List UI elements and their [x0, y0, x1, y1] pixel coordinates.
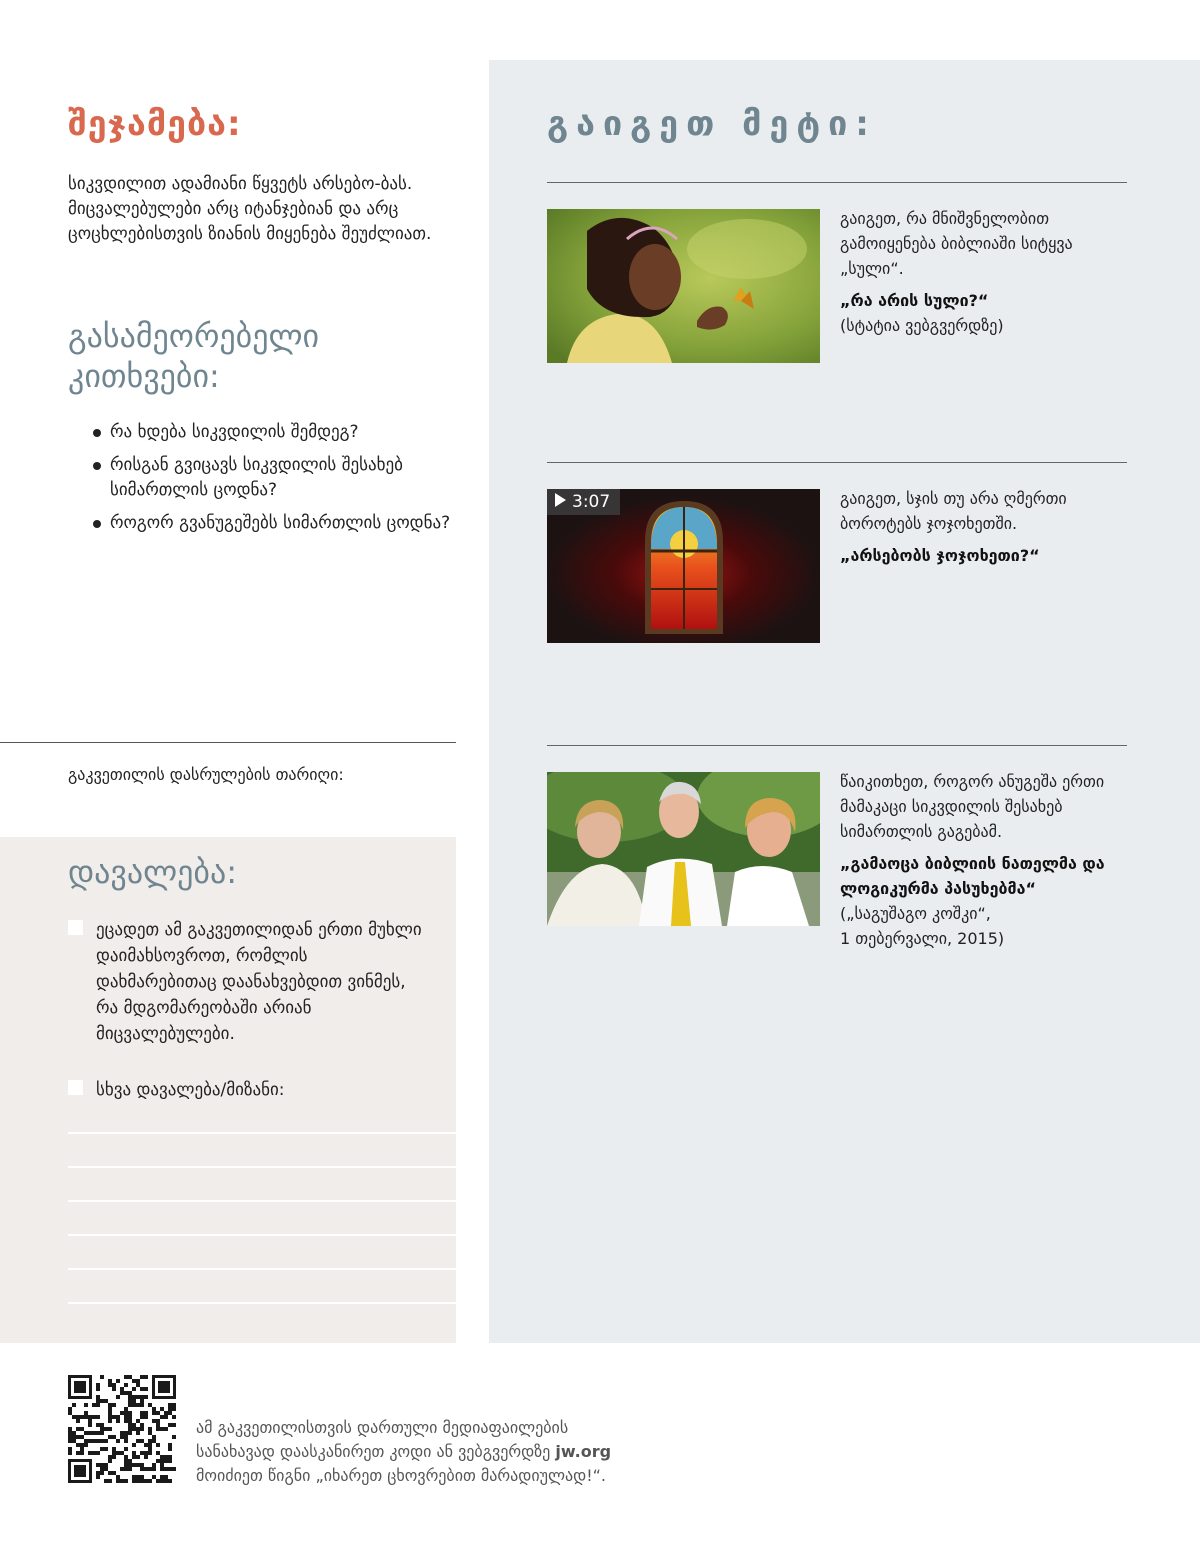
media-title-link[interactable]: „არსებობს ჯოჯოხეთი?“: [840, 546, 1040, 565]
footer-line: მოიძიეთ წიგნი „იხარეთ ცხოვრებით მარადიულად!“.: [196, 1466, 606, 1485]
play-icon: [555, 493, 566, 507]
media-source: („საგუშაგო კოშკი“, 1 თებერვალი, 2015): [840, 904, 1005, 948]
review-heading: გასამეორებელი კითხვები:: [68, 317, 320, 395]
assignment-heading: დავალება:: [68, 853, 237, 891]
writing-line[interactable]: [68, 1268, 456, 1270]
writing-line[interactable]: [68, 1132, 456, 1134]
media-title-link[interactable]: „გამაოცა ბიბლიის ნათელმა და ლოგიკურმა პასუხებმა“: [840, 854, 1105, 898]
review-question: რისგან გვიცავს სიკვდილის შესახებ სიმართლის ცოდნა?: [90, 453, 460, 503]
divider: [547, 745, 1127, 746]
review-questions-list: [90, 420, 460, 544]
summary-heading: შეჯამება:: [68, 104, 242, 144]
media-source: (სტატია ვებგვერდზე): [840, 316, 1004, 335]
divider: [547, 182, 1127, 183]
video-duration: 3:07: [572, 492, 611, 512]
learn-more-heading: გაიგეთ მეტი:: [547, 104, 877, 144]
jw-org-link[interactable]: jw.org: [555, 1442, 612, 1461]
writing-line[interactable]: [68, 1166, 456, 1168]
assignment-checkbox[interactable]: [68, 1080, 83, 1095]
review-question: როგორ გვანუგეშებს სიმართლის ცოდნა?: [90, 511, 460, 536]
divider: [547, 462, 1127, 463]
qr-code-icon[interactable]: [68, 1375, 176, 1483]
three-people-talking-photo[interactable]: [547, 772, 820, 926]
writing-line[interactable]: [68, 1200, 456, 1202]
media-description: გაიგეთ, რა მნიშვნელობით გამოიყენება ბიბლიაში სიტყვა „სული“.: [840, 209, 1073, 278]
media-title-link[interactable]: „რა არის სული?“: [840, 291, 989, 310]
girl-with-butterfly-photo[interactable]: [547, 209, 820, 363]
footer-line: სანახავად დაასკანირეთ კოდი ან ვებგვერდზე: [196, 1442, 556, 1461]
writing-line[interactable]: [68, 1302, 456, 1304]
media-description: წაიკითხეთ, როგორ ანუგეშა ერთი მამაკაცი სიკვდილის შესახებ სიმართლის გაგებამ.: [840, 772, 1105, 841]
video-duration-badge: [547, 489, 620, 515]
assignment-text: ეცადეთ ამ გაკვეთილიდან ერთი მუხლი დაიმახსოვროთ, რომლის დახმარებითაც დაანახვებდით ვინმეს, რა მდგომარეობაში არიან მიცვალებულები.: [96, 920, 422, 1044]
divider: [0, 742, 456, 743]
footer-line: ამ გაკვეთილისთვის დართული მედიაფაილების: [196, 1418, 569, 1437]
assignment-checkbox[interactable]: [68, 920, 83, 935]
stained-glass-fire-video[interactable]: [547, 489, 820, 643]
review-question: რა ხდება სიკვდილის შემდეგ?: [90, 420, 460, 445]
summary-text: სიკვდილით ადამიანი წყვეტს არსებო-ბას. მიცვალებულები არც იტანჯებიან და არც ცოცხლებისთვის ზიანის მიყენება შეუძლიათ.: [68, 174, 432, 244]
media-description: გაიგეთ, სჯის თუ არა ღმერთი ბოროტებს ჯოჯოხეთში.: [840, 489, 1067, 533]
completion-date-label: გაკვეთილის დასრულების თარიღი:: [68, 765, 344, 784]
writing-line[interactable]: [68, 1234, 456, 1236]
assignment-text: სხვა დავალება/მიზანი:: [96, 1080, 285, 1100]
footer-text: [196, 1416, 716, 1488]
